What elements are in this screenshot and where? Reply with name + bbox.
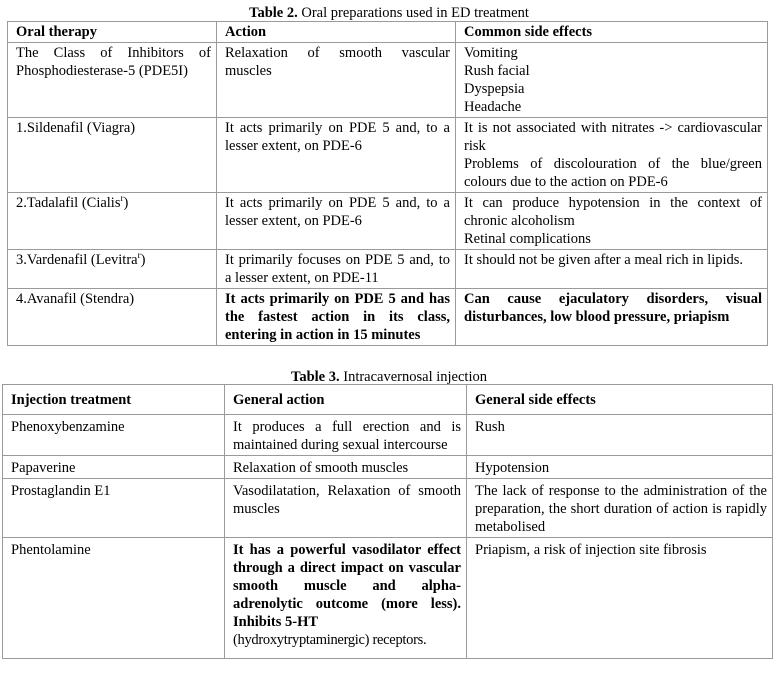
table3-caption-text: Intracavernosal injection bbox=[339, 369, 487, 385]
side-effect-item: It should not be given after a meal rich in lipids. bbox=[464, 252, 744, 268]
side-effect-item: It can produce hypotension in the context of chronic alcoholism bbox=[464, 195, 762, 229]
table-row bbox=[3, 538, 773, 659]
registered-mark: r bbox=[137, 250, 141, 261]
table3-caption bbox=[0, 369, 778, 385]
therapy-cell bbox=[8, 193, 217, 250]
table-row bbox=[8, 250, 768, 289]
table-row bbox=[3, 479, 773, 538]
table2-caption-label: Table 2. bbox=[249, 5, 298, 21]
table-row bbox=[8, 289, 768, 346]
therapy-name-end: ) bbox=[140, 252, 146, 268]
table-header-row bbox=[3, 385, 773, 415]
table-row bbox=[3, 456, 773, 479]
table-row bbox=[3, 415, 773, 456]
side-effect-item: Headache bbox=[464, 99, 522, 115]
side-effects-cell bbox=[456, 118, 768, 193]
table-row bbox=[8, 193, 768, 250]
side-effects-cell: Priapism, a risk of injection site fibrosis bbox=[467, 538, 773, 659]
header-general-side-effects: General side effects bbox=[467, 385, 773, 415]
header-injection-treatment: Injection treatment bbox=[3, 385, 225, 415]
treatment-cell: Prostaglandin E1 bbox=[3, 479, 225, 538]
action-cell: Vasodilatation, Relaxation of smooth muscles bbox=[225, 479, 467, 538]
table2-caption-text: Oral preparations used in ED treatment bbox=[297, 5, 529, 21]
action-text: It has a powerful vasodilator effect through a direct impact on vascular smooth muscle and alpha-adrenolytic outcome (more less). Inhibits 5-HT bbox=[233, 542, 461, 630]
action-cell: Relaxation of smooth muscles bbox=[225, 456, 467, 479]
intracavernosal-injection-table bbox=[2, 384, 773, 659]
action-cell: It acts primarily on PDE 5 and has the fastest action in its class, entering in action in 15 minutes bbox=[217, 289, 456, 346]
therapy-cell: 1.Sildenafil (Viagra) bbox=[8, 118, 217, 193]
table3-caption-label: Table 3. bbox=[291, 369, 340, 385]
header-side-effects: Common side effects bbox=[456, 22, 768, 43]
table2-caption bbox=[0, 5, 778, 21]
action-cell: It primarily focuses on PDE 5 and, to a lesser extent, on PDE-11 bbox=[217, 250, 456, 289]
header-action: Action bbox=[217, 22, 456, 43]
treatment-cell: Phenoxybenzamine bbox=[3, 415, 225, 456]
therapy-name-end: ) bbox=[123, 195, 129, 211]
header-general-action: General action bbox=[225, 385, 467, 415]
side-effects-cell: The lack of response to the administration of the preparation, the short duration of action is rapidly metabolised bbox=[467, 479, 773, 538]
therapy-cell: 4.Avanafil (Stendra) bbox=[8, 289, 217, 346]
table-row bbox=[8, 43, 768, 118]
side-effect-item: Retinal complications bbox=[464, 231, 591, 247]
action-cell: It produces a full erection and is maintained during sexual intercourse bbox=[225, 415, 467, 456]
header-oral-therapy: Oral therapy bbox=[8, 22, 217, 43]
action-cell: It acts primarily on PDE 5 and, to a lesser extent, on PDE-6 bbox=[217, 193, 456, 250]
action-text-tail: (hydroxytryptaminergic) receptors. bbox=[233, 632, 427, 648]
side-effects-cell: Hypotension bbox=[467, 456, 773, 479]
side-effects-cell bbox=[456, 43, 768, 118]
side-effects-cell bbox=[456, 250, 768, 289]
registered-mark: r bbox=[120, 193, 124, 204]
side-effects-cell: Rush bbox=[467, 415, 773, 456]
table-header-row bbox=[8, 22, 768, 43]
side-effects-cell bbox=[456, 289, 768, 346]
therapy-name: 3.Vardenafil (Levitra bbox=[16, 252, 138, 268]
action-cell: Relaxation of smooth vascular muscles bbox=[217, 43, 456, 118]
side-effect-item: Rush facial bbox=[464, 63, 530, 79]
side-effect-item: Problems of discolouration of the blue/green colours due to the action on PDE-6 bbox=[464, 156, 762, 190]
therapy-name: 2.Tadalafil (Cialis bbox=[16, 195, 121, 211]
oral-preparations-table bbox=[7, 21, 768, 346]
therapy-cell bbox=[8, 250, 217, 289]
side-effects-cell bbox=[456, 193, 768, 250]
side-effect-item: Can cause ejaculatory disorders, visual disturbances, low blood pressure, priapism bbox=[464, 291, 762, 325]
therapy-cell: The Class of Inhibitors of Phosphodiesterase-5 (PDE5I) bbox=[8, 43, 217, 118]
treatment-cell: Phentolamine bbox=[3, 538, 225, 659]
table-row bbox=[8, 118, 768, 193]
action-cell bbox=[225, 538, 467, 659]
treatment-cell: Papaverine bbox=[3, 456, 225, 479]
action-cell: It acts primarily on PDE 5 and, to a lesser extent, on PDE-6 bbox=[217, 118, 456, 193]
side-effect-item: It is not associated with nitrates -> cardiovascular risk bbox=[464, 120, 762, 154]
side-effect-item: Vomiting bbox=[464, 45, 518, 61]
side-effect-item: Dyspepsia bbox=[464, 81, 525, 97]
